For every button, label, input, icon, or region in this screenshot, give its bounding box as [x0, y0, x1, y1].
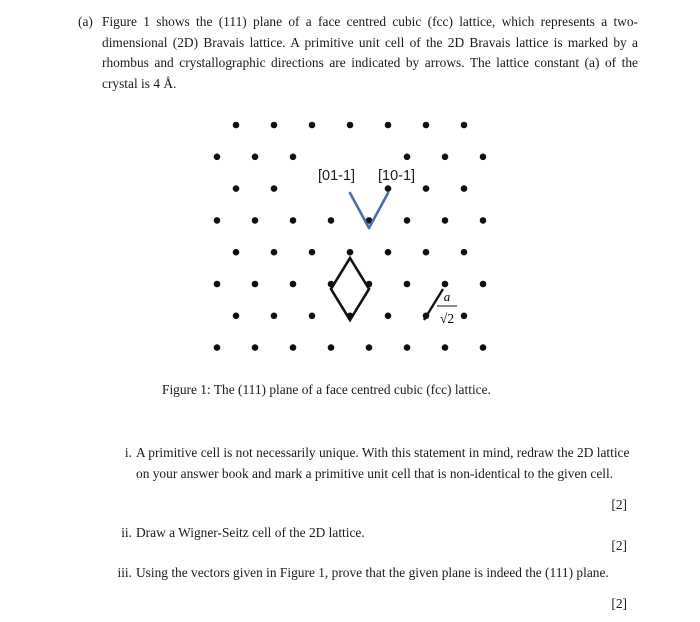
- lattice-point: [271, 313, 278, 320]
- lattice-point: [423, 185, 430, 192]
- subquestion-iii: [110, 562, 635, 611]
- lattice-point: [461, 249, 468, 256]
- lattice-point: [309, 313, 316, 320]
- lattice-point: [309, 249, 316, 256]
- subquestion-number: ii.: [121, 525, 132, 540]
- lattice-point: [252, 217, 259, 224]
- subquestion-i: [110, 442, 635, 512]
- lattice-point: [233, 122, 240, 129]
- lattice-point: [442, 281, 449, 288]
- lattice-point: [366, 344, 373, 351]
- lattice-point: [233, 249, 240, 256]
- lattice-point: [214, 154, 221, 161]
- lattice-point: [233, 313, 240, 320]
- lattice-point: [214, 281, 221, 288]
- lattice-point: [271, 249, 278, 256]
- lattice-point: [328, 344, 335, 351]
- vector-10-1: [369, 193, 388, 228]
- lattice-point: [480, 154, 487, 161]
- spacing-label-denominator: √2: [439, 311, 455, 326]
- lattice-point: [252, 154, 259, 161]
- lattice-point: [461, 313, 468, 320]
- subquestion-marks: [2]: [611, 538, 627, 553]
- lattice-point: [461, 185, 468, 192]
- lattice-point: [480, 344, 487, 351]
- lattice-point: [480, 217, 487, 224]
- subquestion-number: iii.: [117, 565, 132, 580]
- lattice-point: [252, 281, 259, 288]
- subquestion-text: A primitive cell is not necessarily unique. With this statement in mind, redraw the 2D lattice on your answer book and mark a primitive unit cell that is non-identical to the given cell.: [136, 445, 630, 481]
- lattice-point: [385, 249, 392, 256]
- subquestion-marks: [2]: [611, 596, 627, 611]
- lattice-point: [480, 281, 487, 288]
- lattice-point: [214, 344, 221, 351]
- lattice-point: [290, 154, 297, 161]
- lattice-point: [214, 217, 221, 224]
- subquestion-number: i.: [124, 445, 132, 460]
- lattice-point: [347, 122, 354, 129]
- lattice-point: [423, 249, 430, 256]
- subquestion-text: Using the vectors given in Figure 1, prove that the given plane is indeed the (111) plane.: [136, 565, 609, 580]
- lattice-point: [404, 217, 411, 224]
- lattice-point: [442, 217, 449, 224]
- lattice-point: [461, 122, 468, 129]
- question-part-label: (a): [78, 14, 93, 29]
- subquestion-text: Draw a Wigner-Seitz cell of the 2D lattice.: [136, 525, 365, 540]
- lattice-point: [404, 281, 411, 288]
- lattice-point: [423, 122, 430, 129]
- lattice-point: [385, 122, 392, 129]
- lattice-point: [290, 281, 297, 288]
- lattice-point: [271, 122, 278, 129]
- lattice-point: [442, 154, 449, 161]
- subquestion-marks: [2]: [611, 497, 627, 512]
- subquestion-ii: [110, 522, 635, 553]
- figure-caption: Figure 1: The (111) plane of a face centred cubic (fcc) lattice.: [162, 382, 491, 397]
- lattice-point: [328, 217, 335, 224]
- lattice-point: [404, 344, 411, 351]
- lattice-point: [442, 344, 449, 351]
- lattice-point: [252, 344, 259, 351]
- direction-label-01-1: [01-1]: [318, 168, 356, 184]
- direction-label-10-1: [10-1]: [378, 168, 416, 184]
- lattice-point: [233, 185, 240, 192]
- lattice-point: [385, 313, 392, 320]
- lattice-point: [347, 249, 354, 256]
- lattice-point: [290, 217, 297, 224]
- question-intro-text: Figure 1 shows the (111) plane of a face centred cubic (fcc) lattice, which represents a two-dimensional (2D) Bravais lattice. A primitive unit cell of the 2D Bravais lattice is marked by a rhombus and crystallographic directions are indicated by arrows. The lattice constant (a) of the crystal is 4 Å.: [102, 14, 638, 91]
- lattice-point: [385, 185, 392, 192]
- lattice-point: [290, 344, 297, 351]
- lattice-point: [309, 122, 316, 129]
- vector-01-1: [350, 193, 369, 228]
- primitive-cell-rhombus: [331, 258, 369, 320]
- lattice-point: [271, 185, 278, 192]
- lattice-point: [404, 154, 411, 161]
- spacing-label-numerator: a: [443, 289, 451, 304]
